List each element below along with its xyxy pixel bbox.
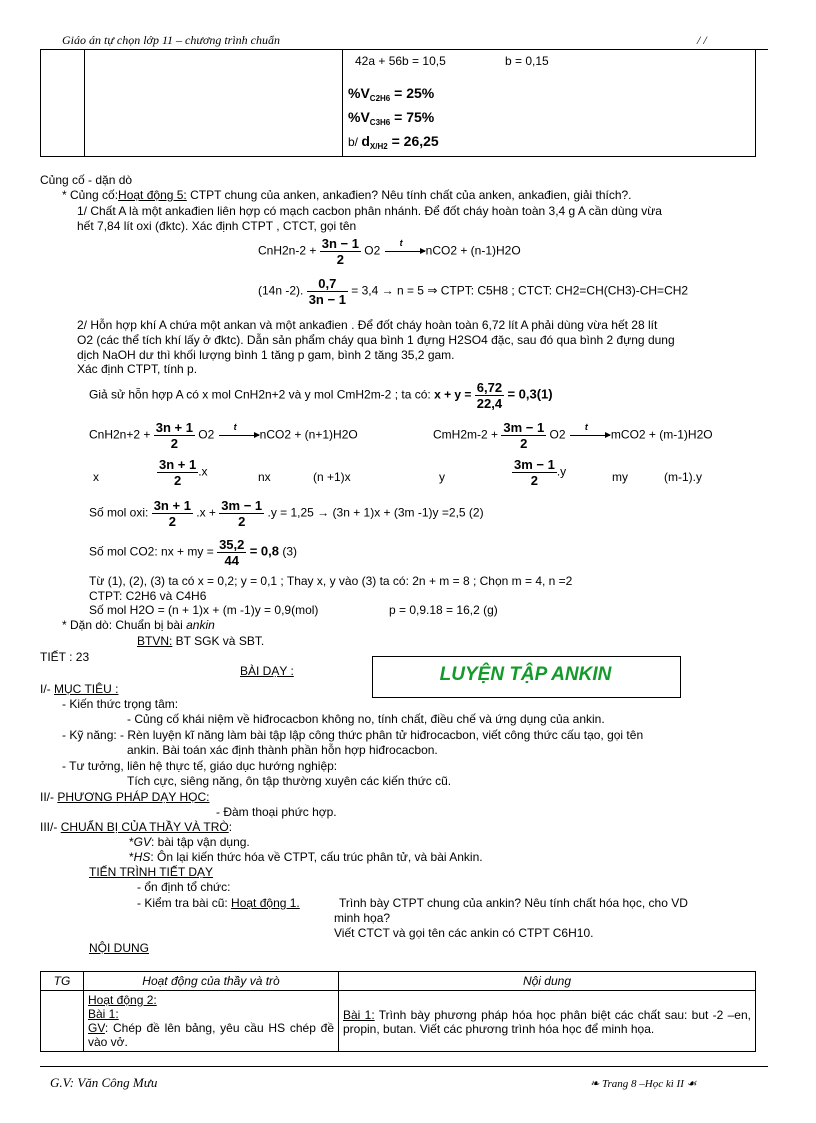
ctpt-line: CTPT: C2H6 và C4H6 (89, 589, 207, 603)
muc-tieu: I/- MỤC TIÊU : (40, 682, 119, 696)
cung-co-hd5: * Củng cố:Hoạt động 5: CTPT chung của anken, ankađien? Nêu tính chất của anken, ankađien, giải thích?. (62, 188, 632, 202)
hs-prep: *HS: Ôn lại kiến thức hóa về CTPT, cấu trúc phân tử, và bài Ankin. (129, 850, 483, 864)
cell-hd: Hoạt động 2: Bài 1: GV: Chép đề lên bảng, yêu cầu HS chép đề vào vở. (84, 991, 339, 1052)
q1-line1: 1/ Chất A là một ankađien liên hợp có mạch cacbon phân nhánh. Để đốt cháy hoàn toàn 3,4 g A cần dùng vừa (77, 204, 662, 218)
density: b/ $d_{X/H2} = 26,25$ (348, 133, 439, 151)
mole-x: x (93, 470, 99, 484)
cell-nd: Bài 1: Trình bày phương pháp hóa học phân biệt các chất sau: but -2 –en, propin, butan. Viết các phương trình hóa học để minh họa. (339, 991, 756, 1052)
pct-c2h6: $\%V_{C2H6} = 25\%$ (348, 85, 435, 103)
footer-rule (40, 1066, 768, 1067)
chuan-bi: III/- CHUẨN BỊ CỦA THẦY VÀ TRÒ: (40, 820, 233, 834)
mt3: - Tư tưởng, liên hệ thực tế, giáo dục hướng nghiệp: (62, 759, 338, 773)
p-line: p = 0,9.18 = 16,2 (g) (389, 603, 498, 617)
ttd1: - ổn định tổ chức: (137, 880, 231, 894)
r1: CnH2n+2 + $\frac{3n + 1}{2}$ O2 t nCO2 + (n+1)H2O (89, 420, 358, 451)
mole-n1x: (n +1)x (313, 470, 351, 484)
ttd2-text3: Viết CTCT và gọi tên các ankin có CTPT C6H10. (334, 926, 594, 940)
ornament-left-icon: ❧ (590, 1078, 600, 1090)
ornament-right-icon: ☙ (686, 1078, 697, 1090)
header-date: / / (697, 33, 707, 47)
tiet: TIẾT : 23 (40, 650, 90, 664)
h2o-line: Số mol H2O = (n + 1)x + (m -1)y = 0,9(mol) (89, 603, 319, 617)
q1-line2: hết 7,84 lít oxi (đktc). Xác định CTPT , CTCT, gọi tên (77, 219, 357, 233)
header-rule (40, 49, 768, 50)
header-title: Giáo án tự chọn lớp 11 – chương trình chuẩn (62, 33, 280, 47)
gv-prep: *GV: bài tập vận dụng. (129, 835, 250, 849)
mole-m1y: (m-1).y (664, 470, 702, 484)
pct-c3h6: $\%V_{C3H6} = 75\%$ (348, 109, 435, 127)
dan-do: * Dặn dò: Chuẩn bị bài ankin (62, 618, 215, 632)
mt3a: Tích cực, siêng năng, ôn tập thường xuyên các kiến thức cũ. (127, 774, 452, 788)
mole-y: y (439, 470, 445, 484)
noi-dung: NỘI DUNG (89, 941, 149, 955)
q2-line2: O2 (các thể tích khí lấy ở đktc). Dẫn sản phẩm cháy qua bình 1 đựng H2SO4 đặc, sau đó qua bình 2 đựng dung (77, 333, 675, 347)
btvn: BTVN: BT SGK và SBT. (137, 634, 265, 648)
oxygen-moles: Số mol oxi: $\frac{3n + 1}{2}$ .x + $\frac{3m - 1}{2}$ .y = 1,25 → (3n + 1)x + (3m -1)y =2,5 (2) (89, 498, 484, 529)
eq-b: b = 0,15 (505, 54, 549, 68)
footer-author: G.V: Văn Công Mưu (50, 1075, 158, 1090)
q2-line1: 2/ Hỗn hợp khí A chứa một ankan và một ankađien . Để đốt cháy hoàn toàn 6,72 lít A phải dùng vừa hết 28 lít (77, 318, 658, 332)
mt2b: ankin. Bài toán xác định thành phần hỗn hợp hiđrocacbon. (127, 743, 438, 757)
q2-line3: dịch NaOH dư thì khối lượng bình 1 tăng p gam, bình 2 tăng 35,2 gam. (77, 348, 455, 362)
mt2: - Kỹ năng: - Rèn luyện kĩ năng làm bài tập lập công thức phân tử hiđrocacbon, viết công thức cấu tạo, gọi tên (62, 728, 644, 742)
ttd2-text: Trình bày CTPT chung của ankin? Nêu tính chất hóa học, cho VD (339, 896, 688, 910)
ttd2: - Kiểm tra bài cũ: Hoạt động 1. (137, 896, 300, 910)
mt1: - Kiến thức trọng tâm: (62, 697, 179, 711)
tien-trinh: TIẾN TRÌNH TIẾT DẠY (89, 865, 214, 879)
co2-moles: Số mol CO2: nx + my = $\frac{35,2}{44}$ = 0,8 (3) (89, 537, 298, 568)
mt1a: - Củng cố khái niệm về hiđrocacbon không no, tính chất, điều chế và ứng dụng của ankin. (127, 712, 605, 726)
pp1: - Đàm thoại phức hợp. (216, 805, 337, 819)
eq2: (14n -2). $\frac{0,7}{3n - 1}$ = 3,4 → n = 5 ⇒ CTPT: C5H8 ; CTCT: CH2=CH(CH3)-CH=CH2 (258, 276, 689, 307)
ttd2-text2: minh họa? (334, 911, 391, 925)
r2: CmH2m-2 + $\frac{3m - 1}{2}$ O2 t mCO2 + (m-1)H2O (433, 420, 713, 451)
cung-co-title: Củng cố - dặn dò (40, 173, 133, 187)
bai-day: BÀI DẠY : (240, 664, 294, 678)
col-nd: Nội dung (339, 972, 756, 991)
lesson-table (40, 971, 756, 1052)
phuong-phap: II/- PHƯƠNG PHÁP DẠY HỌC: (40, 790, 210, 804)
lesson-title: LUYỆN TẬP ANKIN (439, 664, 612, 685)
mole-nx: nx (258, 470, 271, 484)
eq-42a: 42a + 56b = 10,5 (355, 54, 446, 68)
col-hd: Hoạt động của thầy và trò (84, 972, 339, 991)
eq1: CnH2n-2 + $\frac{3n - 1}{2}$ O2 t nCO2 + (n-1)H2O (258, 236, 521, 267)
mole-my: my (612, 470, 628, 484)
mole-frac1: $\frac{3n + 1}{2}$ .x (159, 457, 208, 488)
from-line: Từ (1), (2), (3) ta có x = 0,2; y = 0,1 ; Thay x, y vào (3) ta có: 2n + m = 8 ; Chọn m = 4, n =2 (89, 574, 573, 588)
col-tg: TG (41, 972, 84, 991)
footer-page: ❧ Trang 8 –Học kì II ☙ (590, 1078, 697, 1090)
cell-tg (41, 991, 84, 1052)
mole-frac2: $\frac{3m - 1}{2}$ .y (514, 457, 567, 488)
s1: Giả sử hỗn hợp A có x mol CnH2n+2 và y mol CmH2m-2 ; ta có: x + y = $\frac{6,72}{22,4}$ = 0,3(1) (89, 380, 553, 411)
q2-line4: Xác định CTPT, tính p. (77, 362, 198, 376)
